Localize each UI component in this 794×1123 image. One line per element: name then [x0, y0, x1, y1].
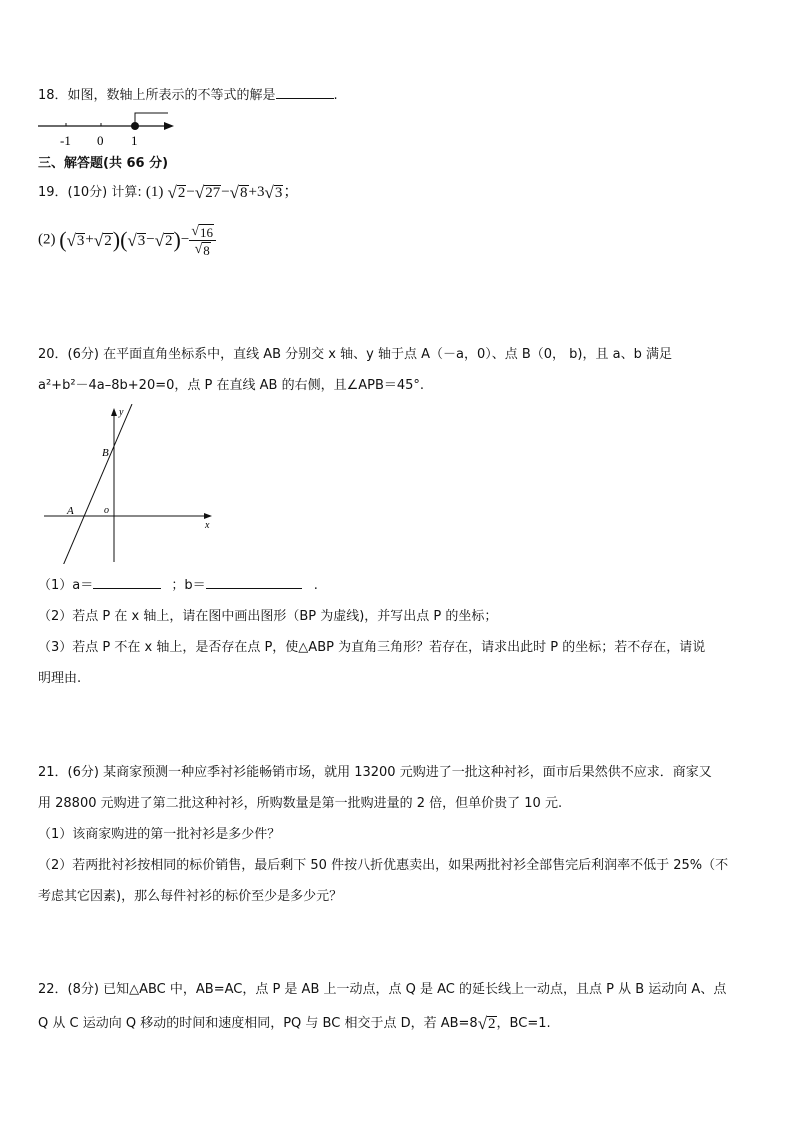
q20-line1: 20．(6分) 在平面直角坐标系中，直线 AB 分别交 x 轴、y 轴于点 A（－a，0）、点 B（0， b)，且 a、b 满足	[38, 347, 672, 362]
op-minus: −	[186, 184, 195, 200]
q18-end: .	[333, 88, 338, 103]
label-0: 0	[97, 133, 104, 148]
radicand-8: 8	[240, 185, 248, 202]
radicand-3: 3	[137, 232, 146, 249]
q20-sub1	[38, 574, 318, 593]
op-plus-3: +3	[248, 184, 265, 200]
label-O: o	[104, 505, 109, 516]
q21-sub1: （1）该商家购进的第一批衬衫是多少件？	[38, 827, 281, 842]
radicand-27: 27	[205, 185, 221, 202]
q21-sub2-line1: （2）若两批衬衫按相同的标价销售，最后剩下 50 件按八折优惠卖出，如果两批衬衫全部售完后利润率不低于 25%（不	[38, 858, 729, 873]
q20-sub3-line2: 明理由.	[38, 671, 82, 686]
q19-part1-expr: √ 2 − √ 27 − √ 8 +3 √ 3 ；	[167, 183, 299, 203]
q18-answer-blank[interactable]	[276, 86, 334, 99]
q18-number-line	[36, 108, 176, 150]
q22-radicand-2: 2	[488, 1016, 496, 1032]
label-minus-1: -1	[60, 133, 71, 148]
q20-coordinate-figure	[38, 404, 218, 564]
label-x: x	[205, 520, 210, 531]
radicand-3: 3	[274, 185, 283, 202]
label-y: y	[119, 407, 124, 418]
radicand-2: 2	[165, 232, 173, 249]
op-plus: +	[85, 231, 94, 248]
q19-prefix: 19．(10分) 计算:	[38, 185, 142, 200]
section3-title: 三、解答题(共 66 分)	[38, 156, 169, 171]
q22-line2-end: ，BC=1.	[496, 1016, 551, 1031]
op-minus: −	[146, 231, 155, 248]
q20-a-answer-blank[interactable]	[93, 576, 161, 589]
x-axis-arrow	[204, 513, 212, 519]
q21-line2: 用 28800 元购进了第二批这种衬衫，所购数量是第一批购进量的 2 倍，但单价贵了 10 元.	[38, 796, 563, 811]
radicand-3: 3	[76, 232, 85, 249]
solution-bracket	[135, 113, 168, 126]
q20-sub1-a-label: （1）a＝	[38, 578, 94, 593]
q20-line2: a²+b²－4a–8b+20=0，点 P 在直线 AB 的右侧，且∠APB＝45°.	[38, 378, 425, 393]
q19-line1	[38, 180, 298, 201]
q22-line1: 22．(8分) 已知△ABC 中，AB=AC，点 P 是 AB 上一动点，点 Q 是 AC 的延长线上一动点，且点 P 从 B 运动向 A、点	[38, 982, 727, 997]
radicand-2: 2	[104, 232, 112, 249]
solid-dot	[131, 122, 139, 130]
q21-sub2-line2: 考虑其它因素)，那么每件衬衫的标价至少是多少元？	[38, 889, 343, 904]
radicand-16: 16	[200, 224, 214, 240]
q20-b-answer-blank[interactable]	[206, 576, 302, 589]
op-minus: −	[221, 184, 230, 200]
q19-part1-end: ；	[283, 184, 299, 200]
q20-sub3-line1: （3）若点 P 不在 x 轴上，是否存在点 P，使△ABP 为直角三角形？若存在，请求出此时 P 的坐标；若不存在，请说	[38, 640, 706, 655]
line-ab	[62, 404, 132, 564]
q22-line2: Q 从 C 运动向 Q 移动的时间和速度相同，PQ 与 BC 相交于点 D，若 AB=8 √ 2 ，BC=1.	[38, 1014, 551, 1033]
q20-sub1-b-label: ；b＝	[171, 578, 206, 593]
op-minus: −	[180, 231, 190, 248]
q20-sub2: （2）若点 P 在 x 轴上，请在图中画出图形（BP 为虚线)，并写出点 P 的坐标；	[38, 609, 498, 624]
label-A: A	[67, 505, 74, 517]
q19-line2: (2) ( √ 3 + √ 2 )( √ 3 − √ 2 )− √ 16 √ 8	[38, 222, 216, 258]
q20-sub1-end: .	[313, 578, 318, 593]
radicand-2: 2	[177, 185, 186, 202]
label-1: 1	[131, 133, 138, 148]
q19-part2-label: (2)	[38, 231, 56, 248]
q21-line1: 21．(6分) 某商家预测一种应季衬衫能畅销市场，就用 13200 元购进了一批这种衬衫，面市后果然供不应求．商家又	[38, 765, 712, 780]
q19-part1-label: (1)	[145, 184, 164, 200]
label-B: B	[102, 447, 109, 459]
y-axis-arrow	[111, 408, 117, 416]
q18	[38, 84, 338, 103]
fraction: √ 16 √ 8	[189, 222, 216, 258]
number-line-arrow	[164, 122, 174, 130]
q18-text: 18．如图，数轴上所表示的不等式的解是	[38, 88, 276, 103]
radicand-8: 8	[203, 243, 210, 259]
q22-line2-text: Q 从 C 运动向 Q 移动的时间和速度相同，PQ 与 BC 相交于点 D，若 AB=8	[38, 1016, 478, 1031]
